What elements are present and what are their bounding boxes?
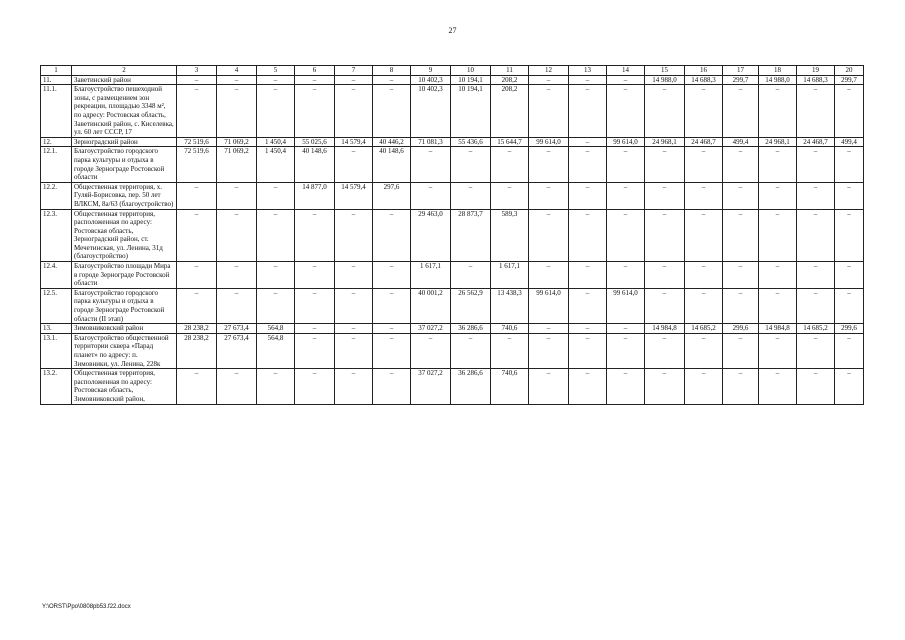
value-cell: 71 081,3 [411,137,451,147]
value-cell: 99 614,0 [529,137,569,147]
value-cell: – [217,209,257,262]
column-number-cell: 7 [335,66,373,76]
value-cell: – [451,182,491,209]
value-cell: 14 688,3 [685,75,723,85]
page-number: 27 [448,26,457,35]
table-row [41,182,864,209]
column-number-cell: 2 [72,66,177,76]
value-cell: – [257,85,295,138]
table-row [41,333,864,368]
value-cell: – [451,262,491,289]
value-cell: 208,2 [491,85,529,138]
value-cell: – [797,85,835,138]
value-cell: – [217,369,257,404]
value-cell: – [335,288,373,323]
value-cell: – [645,209,685,262]
table-row [41,288,864,323]
value-cell: 14 688,3 [797,75,835,85]
row-number-cell: 12. [41,137,72,147]
value-cell: – [529,182,569,209]
value-cell: – [373,324,411,334]
value-cell: – [723,209,759,262]
column-number-cell: 3 [177,66,217,76]
value-cell: – [835,333,864,368]
column-number-cell: 19 [797,66,835,76]
table-row [41,262,864,289]
value-cell: 10 194,1 [451,75,491,85]
column-number-cell: 18 [759,66,797,76]
value-cell: – [257,182,295,209]
value-cell: 40 148,6 [295,147,335,182]
value-cell: 99 614,0 [529,288,569,323]
value-cell: – [685,209,723,262]
object-name-cell: Благоустройство городского парка культуры и отдыха в городе Зернограде Ростовской области [72,147,177,182]
value-cell: – [257,288,295,323]
value-cell: 26 562,9 [451,288,491,323]
value-cell: – [451,147,491,182]
value-cell: 40 148,6 [373,147,411,182]
column-number-cell: 13 [569,66,607,76]
value-cell: – [759,262,797,289]
value-cell: 55 025,6 [295,137,335,147]
value-cell: – [411,182,451,209]
object-name-cell: Общественная территория, расположенная по адресу: Ростовская область, Зимовниковский район, [72,369,177,404]
value-cell: – [529,85,569,138]
value-cell: – [759,333,797,368]
budget-table [40,65,864,405]
value-cell: – [569,182,607,209]
table-row [41,85,864,138]
value-cell: 1 450,4 [257,147,295,182]
value-cell: – [373,333,411,368]
value-cell: – [797,182,835,209]
column-number-cell: 6 [295,66,335,76]
value-cell: – [295,75,335,85]
object-name-cell: Зерноградский район [72,137,177,147]
value-cell: – [797,262,835,289]
value-cell: 299,6 [835,324,864,334]
value-cell: – [217,85,257,138]
value-cell: 14 984,8 [759,324,797,334]
value-cell: – [217,182,257,209]
value-cell: – [607,75,645,85]
column-number-cell: 16 [685,66,723,76]
value-cell: 14 579,4 [335,137,373,147]
object-name-cell: Общественная территория, х. Гуляй-Борисовка, пер. 50 лет ВЛКСМ, 8а/63 (благоустройство) [72,182,177,209]
value-cell: 37 027,2 [411,369,451,404]
value-cell: – [373,262,411,289]
column-number-cell: 9 [411,66,451,76]
object-name-cell: Благоустройство площади Мира в городе Зернограде Ростовской области [72,262,177,289]
value-cell: – [177,85,217,138]
value-cell: – [645,262,685,289]
value-cell: – [295,262,335,289]
value-cell: 564,8 [257,333,295,368]
value-cell: 37 027,2 [411,324,451,334]
value-cell: – [835,209,864,262]
value-cell: – [685,182,723,209]
value-cell: – [529,324,569,334]
value-cell: – [373,209,411,262]
value-cell: 499,4 [835,137,864,147]
value-cell: – [335,262,373,289]
value-cell: 1 617,1 [491,262,529,289]
value-cell: – [569,209,607,262]
value-cell: – [569,85,607,138]
value-cell: – [645,288,685,323]
value-cell: – [759,147,797,182]
value-cell: – [295,333,335,368]
value-cell: – [645,369,685,404]
value-cell: – [569,137,607,147]
value-cell: – [607,147,645,182]
value-cell: 36 286,6 [451,324,491,334]
value-cell: 14 984,8 [645,324,685,334]
value-cell: 24 968,1 [645,137,685,147]
value-cell: – [723,288,759,323]
object-name-cell: Заветинский район [72,75,177,85]
value-cell: 1 450,4 [257,137,295,147]
value-cell: 28 873,7 [451,209,491,262]
value-cell: – [335,333,373,368]
value-cell: – [335,209,373,262]
value-cell: – [685,333,723,368]
table-row [41,137,864,147]
object-name-cell: Благоустройство городского парка культуры и отдыха в городе Зернограде Ростовской области (II этап) [72,288,177,323]
value-cell: 10 402,3 [411,85,451,138]
value-cell: 27 673,4 [217,324,257,334]
column-number-cell: 11 [491,66,529,76]
value-cell: – [797,369,835,404]
value-cell: 55 436,6 [451,137,491,147]
value-cell: – [177,288,217,323]
value-cell: 1 617,1 [411,262,451,289]
value-cell: – [217,262,257,289]
value-cell: – [685,288,723,323]
value-cell: – [723,147,759,182]
value-cell: – [607,85,645,138]
row-number-cell: 12.1. [41,147,72,182]
object-name-cell: Благоустройство пешеходной зоны, с размещением зон рекреации, площадью 3348 м², по адресу: Ростовская область, Заветинский район, с. Киселевка, ул. 60 лет СССР, 17 [72,85,177,138]
value-cell: – [177,75,217,85]
value-cell: – [723,262,759,289]
value-cell: – [373,75,411,85]
value-cell: – [607,324,645,334]
value-cell: – [491,333,529,368]
value-cell: – [217,288,257,323]
value-cell: – [529,262,569,289]
value-cell: – [759,182,797,209]
value-cell: 589,3 [491,209,529,262]
value-cell: 71 069,2 [217,147,257,182]
value-cell: – [257,369,295,404]
value-cell: – [335,147,373,182]
value-cell: 299,6 [723,324,759,334]
value-cell: – [685,85,723,138]
value-cell: 24 468,7 [685,137,723,147]
value-cell: – [295,288,335,323]
value-cell: – [373,85,411,138]
row-number-cell: 13.2. [41,369,72,404]
value-cell: – [177,182,217,209]
value-cell: – [491,147,529,182]
value-cell: 72 519,6 [177,147,217,182]
value-cell: – [529,75,569,85]
row-number-cell: 13. [41,324,72,334]
value-cell: 29 463,0 [411,209,451,262]
value-cell: – [529,209,569,262]
table-row [41,324,864,334]
value-cell: 14 988,0 [645,75,685,85]
value-cell: – [569,262,607,289]
column-number-cell: 20 [835,66,864,76]
value-cell: – [759,369,797,404]
row-number-cell: 11.1. [41,85,72,138]
value-cell: 40 446,2 [373,137,411,147]
value-cell: 297,6 [373,182,411,209]
value-cell: – [529,369,569,404]
value-cell: – [411,333,451,368]
value-cell: – [645,85,685,138]
value-cell: – [569,333,607,368]
value-cell: 40 001,2 [411,288,451,323]
column-number-cell: 15 [645,66,685,76]
value-cell: – [797,333,835,368]
value-cell: – [797,288,835,323]
value-cell: – [607,209,645,262]
value-cell: – [217,75,257,85]
value-cell: 24 968,1 [759,137,797,147]
value-cell: – [411,147,451,182]
column-number-cell: 10 [451,66,491,76]
value-cell: – [835,85,864,138]
value-cell: 299,7 [723,75,759,85]
value-cell: – [607,369,645,404]
object-name-cell: Благоустройство общественной территории сквера «Парад планет» по адресу: п. Зимовники, ул. Ленина, 228к [72,333,177,368]
value-cell: 14 988,0 [759,75,797,85]
row-number-cell: 12.2. [41,182,72,209]
value-cell: – [569,369,607,404]
table-row [41,369,864,404]
value-cell: – [177,262,217,289]
value-cell: – [607,333,645,368]
value-cell: 28 238,2 [177,333,217,368]
table-row [41,209,864,262]
value-cell: 10 194,1 [451,85,491,138]
object-name-cell: Зимовниковский район [72,324,177,334]
value-cell: – [295,85,335,138]
table-row [41,75,864,85]
file-path-footer: Y:\ORST\Ppo\0808pb53.f22.docx [42,604,131,610]
column-number-cell: 12 [529,66,569,76]
value-cell: – [607,262,645,289]
value-cell: – [335,75,373,85]
value-cell: – [759,209,797,262]
value-cell: – [759,85,797,138]
value-cell: – [451,333,491,368]
value-cell: – [529,147,569,182]
value-cell: 14 685,2 [685,324,723,334]
value-cell: – [645,182,685,209]
column-number-cell: 4 [217,66,257,76]
value-cell: – [295,209,335,262]
row-number-cell: 12.4. [41,262,72,289]
value-cell: – [723,333,759,368]
value-cell: – [797,147,835,182]
value-cell: – [373,288,411,323]
value-cell: 71 069,2 [217,137,257,147]
value-cell: 14 685,2 [797,324,835,334]
value-cell: – [295,369,335,404]
value-cell: – [295,324,335,334]
column-number-row [41,66,864,76]
value-cell: 24 468,7 [797,137,835,147]
value-cell: – [569,147,607,182]
value-cell: – [257,262,295,289]
value-cell: 740,6 [491,324,529,334]
row-number-cell: 12.3. [41,209,72,262]
value-cell: – [835,369,864,404]
column-number-cell: 1 [41,66,72,76]
value-cell: 299,7 [835,75,864,85]
value-cell: – [491,182,529,209]
value-cell: 13 438,3 [491,288,529,323]
value-cell: – [335,85,373,138]
value-cell: – [335,324,373,334]
value-cell: – [759,288,797,323]
value-cell: – [335,369,373,404]
value-cell: – [835,262,864,289]
value-cell: – [569,75,607,85]
column-number-cell: 17 [723,66,759,76]
value-cell: – [373,369,411,404]
value-cell: 208,2 [491,75,529,85]
value-cell: 564,8 [257,324,295,334]
value-cell: – [529,333,569,368]
column-number-cell: 14 [607,66,645,76]
value-cell: – [835,147,864,182]
value-cell: 28 238,2 [177,324,217,334]
value-cell: – [177,209,217,262]
value-cell: 27 673,4 [217,333,257,368]
value-cell: – [797,209,835,262]
row-number-cell: 11. [41,75,72,85]
value-cell: – [685,262,723,289]
value-cell: 740,6 [491,369,529,404]
value-cell: – [835,182,864,209]
value-cell: 14 579,4 [335,182,373,209]
row-number-cell: 13.1. [41,333,72,368]
value-cell: – [723,85,759,138]
value-cell: 36 286,6 [451,369,491,404]
value-cell: – [177,369,217,404]
row-number-cell: 12.5. [41,288,72,323]
value-cell: – [257,209,295,262]
column-number-cell: 8 [373,66,411,76]
value-cell: – [723,369,759,404]
value-cell: – [685,369,723,404]
column-number-cell: 5 [257,66,295,76]
value-cell: – [569,324,607,334]
value-cell: – [645,333,685,368]
value-cell: 72 519,6 [177,137,217,147]
table-row [41,147,864,182]
value-cell: 99 614,0 [607,137,645,147]
value-cell: – [569,288,607,323]
value-cell: – [607,182,645,209]
value-cell: 15 644,7 [491,137,529,147]
value-cell: – [645,147,685,182]
value-cell: – [257,75,295,85]
value-cell: 14 877,0 [295,182,335,209]
value-cell: 10 402,3 [411,75,451,85]
object-name-cell: Общественная территория, расположенная по адресу: Ростовская область, Зерноградский район, ст. Мечетинская, ул. Ленина, 31д (благоустройство) [72,209,177,262]
value-cell: – [723,182,759,209]
value-cell: 99 614,0 [607,288,645,323]
value-cell: 499,4 [723,137,759,147]
value-cell: – [835,288,864,323]
value-cell: – [685,147,723,182]
